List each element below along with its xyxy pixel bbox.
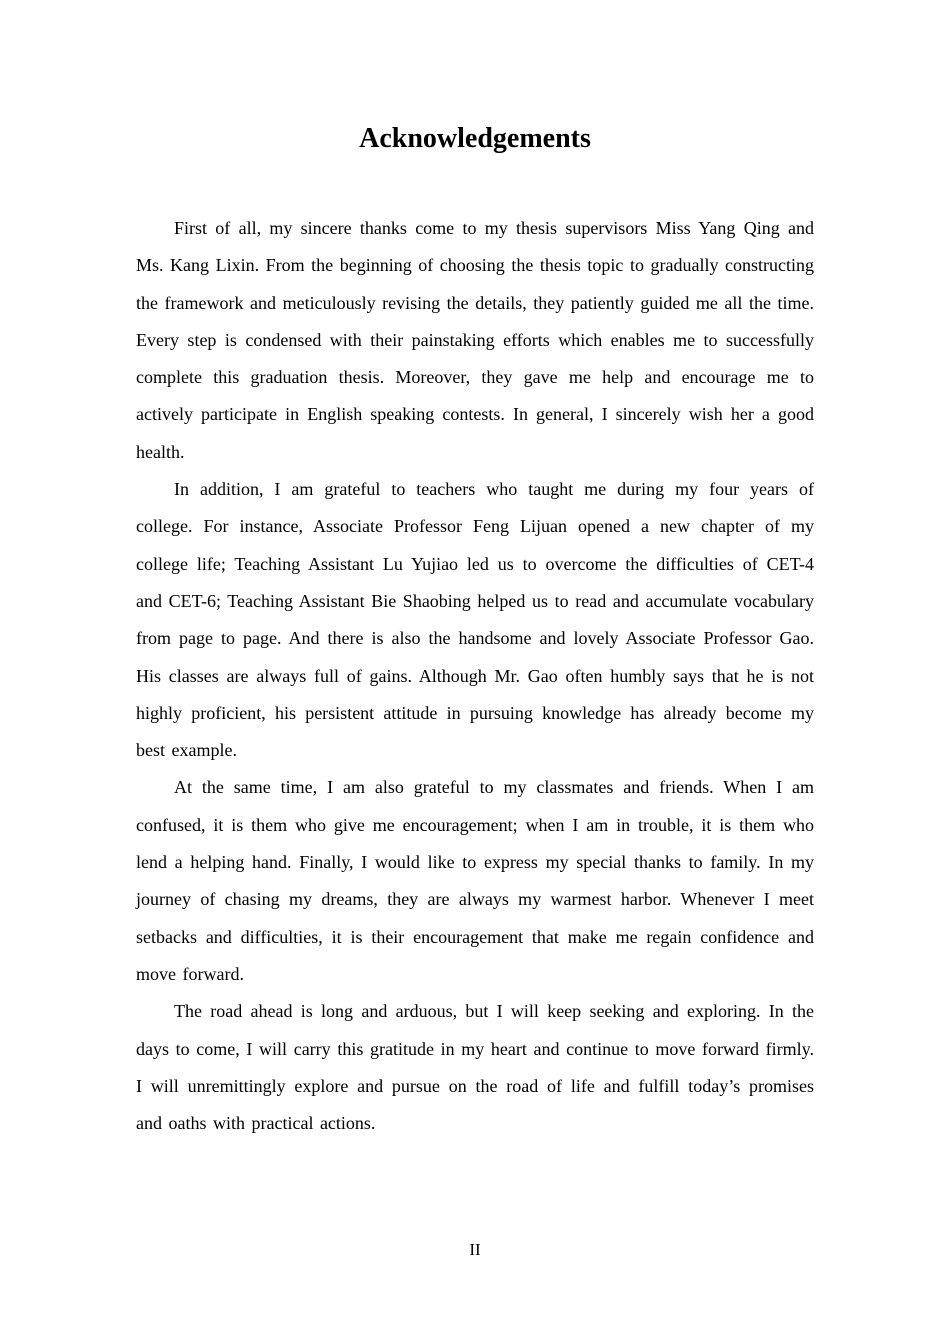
paragraph-teachers: In addition, I am grateful to teachers who taught me during my four years of college. For instance, Associate Professor Feng Lijuan opened a new chapter of my college life; Teaching Assistant Lu Yujiao led us to overcome the difficulties of CET-4 and CET-6; Teaching Assistant Bie Shaobing helped us to read and accumulate vocabulary from page to page. And there is also the handsome and lovely Associate Professor Gao. His classes are always full of gains. Although Mr. Gao often humbly says that he is not highly proficient, his persistent attitude in pursuing knowledge has already become my best example. bbox=[136, 479, 814, 761]
page-title: Acknowledgements bbox=[359, 123, 591, 154]
body-text bbox=[136, 210, 814, 1142]
paragraph-classmates-family: At the same time, I am also grateful to my classmates and friends. When I am confused, it is them who give me encouragement; when I am in trouble, it is them who lend a helping hand. Finally, I would like to express my special thanks to family. In my journey of chasing my dreams, they are always my warmest harbor. Whenever I meet setbacks and difficulties, it is their encouragement that make me regain confidence and move forward. bbox=[136, 777, 814, 984]
paragraph-supervisors: First of all, my sincere thanks come to my thesis supervisors Miss Yang Qing and Ms. Kang Lixin. From the beginning of choosing the thesis topic to gradually constructing the framework and meticulously revising the details, they patiently guided me all the time. Every step is condensed with their painstaking efforts which enables me to successfully complete this graduation thesis. Moreover, they gave me help and encourage me to actively participate in English speaking contests. In general, I sincerely wish her a good health. bbox=[136, 218, 814, 462]
page-number: II bbox=[469, 1240, 481, 1259]
paragraph-closing: The road ahead is long and arduous, but I will keep seeking and exploring. In the days to come, I will carry this gratitude in my heart and continue to move forward firmly. I will unremittingly explore and pursue on the road of life and fulfill today’s promises and oaths with practical actions. bbox=[136, 1001, 814, 1134]
